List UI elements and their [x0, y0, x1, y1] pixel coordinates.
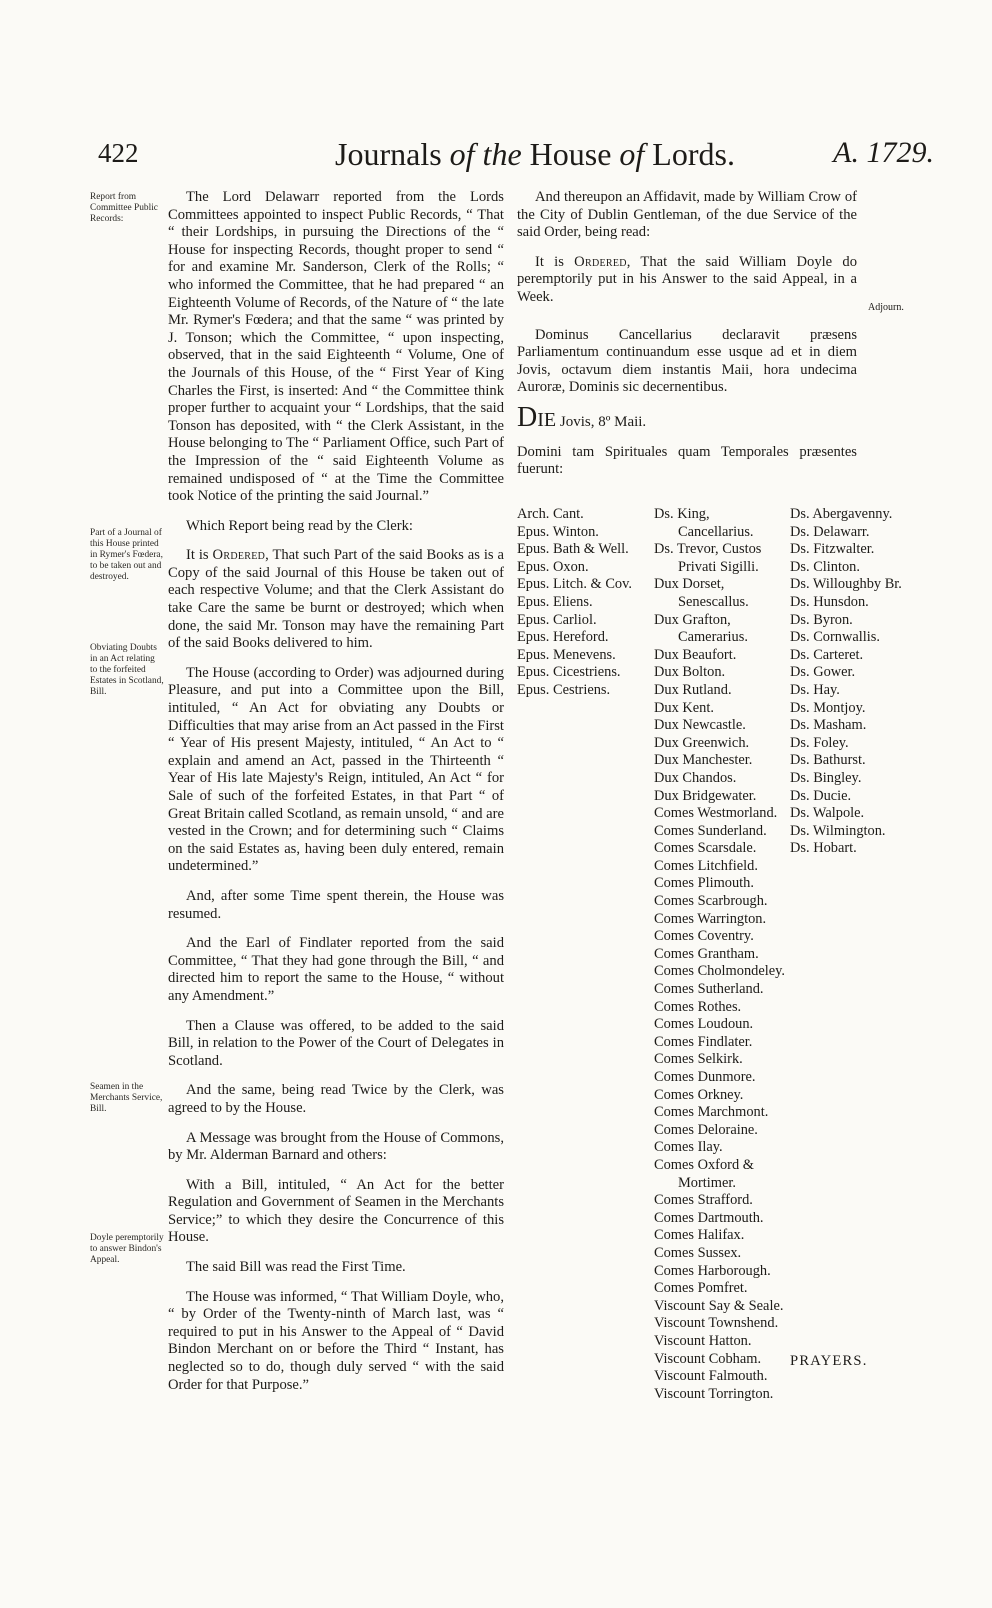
margin-note: Part of a Journal of this House printed in Rymer's Fœdera, to be taken out and destroyed. [90, 528, 163, 582]
attendee-name: Senescallus. [678, 593, 749, 610]
attendee-name: Dux Grafton, [654, 611, 731, 628]
attendee-name: Comes Litchfield. [654, 857, 758, 874]
paragraph: And, after some Time spent therein, the House was resumed. [168, 887, 504, 922]
paragraph: The Lord Delawarr reported from the Lords Committees appointed to inspect Public Records, “ That “ their Lordships, in pursuing the Directions of the “ House for inspecting Records, thought proper to send “ for and examine Mr. Sanderson, Clerk of the Rolls; “ who informed the Committee, that he had prepared “ an Eighteenth Volume of Records, of the Nature of “ the late Mr. Rymer's Fœdera; and that the same “ was printed by J. Tonson; which the Committee, “ upon inspecting, observed, that in the said Eighteenth “ Volume, One of the Journals of this House, of the “ First Year of King Charles the First, is inserted: And “ the Committee think proper further to acquaint your “ Lordships, that the said Tonson has deposited, with “ the Clerk Assistant, in the House belonging to The “ Parliament Office, such Part of the Impression of the “ said Eighteenth Volume as remained undisposed of “ at the Time the Committee took Notice of the printing the said Journal.” [168, 189, 504, 505]
attendee-name: Comes Loudoun. [654, 1016, 754, 1033]
attendee-name: Comes Coventry. [654, 928, 754, 945]
page-number: 422 [98, 138, 139, 168]
attendee-name: Dux Chandos. [654, 769, 737, 786]
margin-note: Seamen in the Merchants Service, Bill. [90, 1082, 163, 1114]
attendee-name: Ds. King, [654, 506, 710, 522]
margin-note: Adjourn. [868, 302, 904, 313]
attendee-name: Comes Dunmore. [654, 1069, 756, 1085]
attendee-name: Comes Pomfret. [654, 1280, 748, 1297]
paragraph: The House (according to Order) was adjourned during Pleasure, and put into a Committee upon the Bill, intituled, “ An Act for obviating any Doubts or Difficulties that may arise from an Act passed in the First “ Year of His present Majesty, intituled, “ An Act to “ explain and amend an Act, passed in the Thirteenth “ Year of His late Majesty's Reign, intituled, An Act “ for Sale of such of the forfeited Estates, in that Part “ of Great Britain called Scotland, as remain unsold, “ and are vested in the Crown; and for determining such “ Claims on the said Estates as, having been duly entered, remain undetermined.” [168, 664, 504, 875]
attendee-name: Epus. Carliol. [517, 611, 597, 628]
attendee-name: Viscount Cobham. [654, 1350, 762, 1367]
attendee-name: Epus. Winton. [517, 523, 599, 540]
attendee-name: Ds. Byron. [790, 611, 853, 628]
attendee-name: Epus. Menevens. [517, 646, 616, 663]
attendee-name: Ds. Delawarr. [790, 523, 870, 540]
paragraph: A Message was brought from the House of Commons, by Mr. Alderman Barnard and others: [168, 1129, 504, 1164]
attendee-name: Dux Newcastle. [654, 717, 746, 734]
attendee-name: Comes Scarbrough. [654, 893, 768, 910]
paragraph: The House was informed, “ That William Doyle, who, “ by Order of the Twenty-ninth of March last, was “ required to put in his Answer to the Appeal of “ David Bindon Merchant on or before the Third “ Instant, has neglected so to do, though duly served “ with the said Order for that Purpose.” [168, 1288, 504, 1393]
attendee-name: Comes Halifax. [654, 1227, 745, 1244]
attendee-name: Dux Manchester. [654, 752, 753, 769]
attendee-name: Dux Rutland. [654, 681, 732, 698]
paragraph: Which Report being read by the Clerk: [186, 517, 413, 534]
attendee-name: Ds. Wilmington. [790, 822, 886, 839]
attendee-name: Comes Harborough. [654, 1262, 771, 1279]
attendee-name: Ds. Hobart. [790, 840, 857, 857]
attendee-name: Epus. Litch. & Cov. [517, 576, 632, 593]
attendee-name: Comes Sunderland. [654, 822, 767, 839]
attendance-intro: Domini tam Spirituales quam Temporales præsentes fuerunt: [517, 443, 857, 478]
attendee-name: Epus. Eliens. [517, 593, 593, 610]
attendee-name: Camerarius. [678, 629, 748, 646]
attendee-name: Mortimer. [678, 1174, 736, 1191]
attendee-name: Ds. Foley. [790, 734, 849, 751]
attendee-name: Ds. Hunsdon. [790, 593, 869, 610]
paragraph: And the same, being read Twice by the Clerk, was agreed to by the House. [168, 1082, 504, 1116]
attendee-name: Dux Dorset, [654, 576, 725, 593]
year: A. 1729. [833, 136, 934, 169]
attendee-name: Ds. Gower. [790, 664, 856, 681]
attendee-name: Comes Grantham. [654, 945, 759, 962]
day-heading: Die Jovis, 8º Maii. [517, 401, 647, 433]
attendee-name: Ds. Bingley. [790, 769, 862, 786]
paragraph: With a Bill, intituled, “ An Act for the better Regulation and Government of Seamen in the Merchants Service;” to which they desire the Concurrence of this House. [168, 1176, 504, 1246]
attendee-name: Epus. Cestriens. [517, 681, 611, 698]
margin-note: Report from Committee Public Records: [90, 192, 158, 224]
attendee-name: Ds. Cornwallis. [790, 629, 880, 646]
attendee-name: Dux Greenwich. [654, 734, 750, 751]
paragraph: And thereupon an Affidavit, made by William Crow of the City of Dublin Gentleman, of the due Service of the said Order, being read: [517, 189, 857, 241]
attendee-name: Viscount Falmouth. [654, 1368, 768, 1385]
attendance-column-spiritual [517, 506, 657, 700]
attendee-name: Comes Rothes. [654, 998, 742, 1015]
attendee-name: Cancellarius. [678, 523, 754, 540]
attendee-name: Dux Kent. [654, 699, 714, 716]
right-column [517, 189, 857, 491]
attendee-name: Comes Findlater. [654, 1033, 753, 1050]
attendee-name: Comes Selkirk. [654, 1051, 743, 1068]
attendee-name: Comes Westmorland. [654, 805, 778, 822]
attendee-name: Dux Beaufort. [654, 646, 737, 663]
page-header [0, 128, 992, 180]
attendee-name: Ds. Carteret. [790, 646, 864, 663]
paragraph: Dominus Cancellarius declaravit præsens Parliamentum continuandum esse usque ad et in diem Jovis, octavum diem instantis Maii, hora undecima Auroræ, Dominis sic decernentibus. [517, 326, 857, 396]
attendee-name: Epus. Bath & Well. [517, 541, 629, 558]
attendee-name: Epus. Cicestriens. [517, 664, 621, 681]
attendee-name: Comes Marchmont. [654, 1104, 769, 1121]
attendee-name: Dux Bolton. [654, 664, 726, 681]
attendee-name: Epus. Oxon. [517, 558, 589, 575]
margin-note: Doyle peremptorily to answer Bindon's Appeal. [90, 1233, 164, 1265]
attendee-name: Viscount Say & Seale. [654, 1297, 784, 1314]
attendee-name: Epus. Hereford. [517, 629, 609, 646]
attendance-column-dukes-earls [654, 506, 794, 1403]
attendee-name: Ds. Hay. [790, 681, 840, 698]
attendee-name: Comes Sutherland. [654, 981, 764, 998]
attendee-name: Ds. Montjoy. [790, 699, 866, 716]
paragraph: Then a Clause was offered, to be added to the said Bill, in relation to the Power of the Court of Delegates in Scotland. [168, 1017, 504, 1069]
attendee-name: Ds. Walpole. [790, 805, 865, 822]
attendee-name: Ds. Masham. [790, 717, 867, 734]
attendee-name: Ds. Abergavenny. [790, 506, 893, 522]
attendee-name: Comes Orkney. [654, 1086, 744, 1103]
attendee-name: Viscount Townshend. [654, 1315, 779, 1332]
attendance-column-barons [790, 506, 930, 858]
paragraph: The said Bill was read the First Time. [186, 1259, 406, 1276]
paragraph: And the Earl of Findlater reported from the said Committee, “ That they had gone through the Bill, “ and directed him to report the same to the House, “ without any Amendment.” [168, 935, 504, 1004]
margin-note: Obviating Doubts in an Act relating to the forfeited Estates in Scotland, Bill. [90, 643, 164, 697]
attendee-name: Comes Sussex. [654, 1244, 742, 1261]
journal-title: Journals of the House of Lords. [335, 136, 735, 172]
attendee-name: Comes Warrington. [654, 910, 767, 927]
prayers-catchword: PRAYERS. [790, 1353, 868, 1369]
attendee-name: Comes Plimouth. [654, 875, 754, 892]
attendee-name: Comes Ilay. [654, 1139, 723, 1156]
attendee-name: Comes Strafford. [654, 1192, 753, 1209]
paragraph: It is Ordered, That the said William Doyle do peremptorily put in his Answer to the said Appeal, in a Week. [517, 253, 857, 305]
attendee-name: Comes Scarsdale. [654, 840, 757, 857]
attendee-name: Viscount Torrington. [654, 1385, 774, 1402]
attendee-name: Ds. Fitzwalter. [790, 541, 875, 558]
attendee-name: Privati Sigilli. [678, 558, 759, 575]
attendee-name: Comes Dartmouth. [654, 1209, 764, 1226]
attendee-name: Ds. Trevor, Custos [654, 541, 762, 558]
attendee-name: Ds. Willoughby Br. [790, 576, 902, 593]
attendee-name: Viscount Hatton. [654, 1332, 752, 1349]
paragraph: It is Ordered, That such Part of the said Books as is a Copy of the said Journal of this House be taken out of each respective Volume; and that the Clerk Assistant do take Care the same be burnt or destroyed; which when done, the said Mr. Tonson may have the remaining Part of the said Books delivered to him. [168, 547, 504, 652]
attendee-name: Comes Cholmondeley. [654, 963, 785, 980]
attendee-name: Ds. Ducie. [790, 787, 852, 804]
attendee-name: Ds. Bathurst. [790, 752, 866, 769]
attendee-name: Arch. Cant. [517, 506, 584, 522]
left-column [168, 189, 504, 1406]
attendee-name: Comes Oxford & [654, 1156, 754, 1173]
attendee-name: Ds. Clinton. [790, 558, 860, 575]
attendee-name: Comes Deloraine. [654, 1121, 758, 1138]
attendee-name: Dux Bridgewater. [654, 787, 757, 804]
